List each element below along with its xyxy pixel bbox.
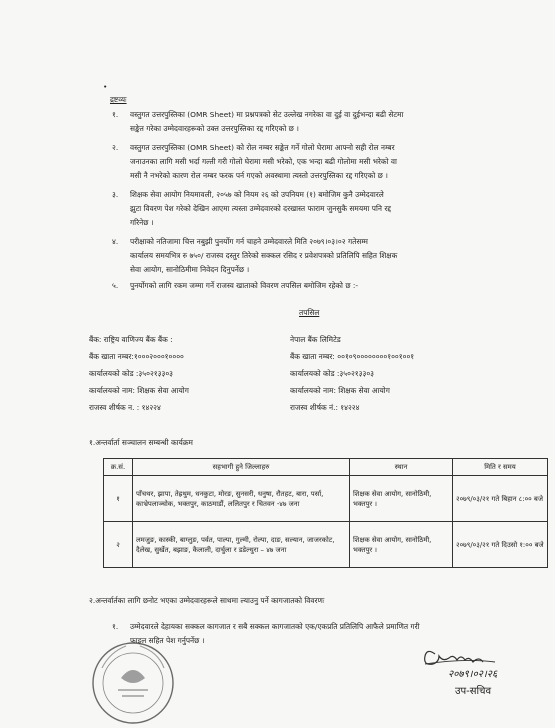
- row-2-datetime: २०७९/०३/२१ गते दिउसो १:०० बजे: [453, 522, 548, 568]
- bank-left-name: बैंक: राष्ट्रिय वाणिज्य बैंक बैंक :: [89, 335, 173, 344]
- row-1-serial: १: [104, 476, 133, 522]
- note-4-line-1: परीक्षाको नतिजामा चित्त नबुझी पुनर्योग गर्न चाहने उम्मेदवारले मिति २०७९।०३।०२ गतेसम्म: [130, 237, 368, 246]
- bank-left-office-name: कार्यालयको नाम: शिक्षक सेवा आयोग: [89, 386, 189, 395]
- note-3-line-2: झुटा विवरण पेश गरेको देखिन आएमा त्यस्ता उम्मेदवारको दरखास्त फाराम जुनसुकै समयमा पनि रद्द: [130, 204, 391, 213]
- note-2-line-3: मसी नै नभरेको कारण रोल नम्बर फरक पर्न गएको अवस्थामा त्यस्तो उत्तरपुस्तिका रद्द गरिएको छ ।: [130, 171, 388, 180]
- section-2-item-number: १.: [112, 622, 119, 631]
- note-2-line-1: वस्तुगत उत्तरपुस्तिका (OMR Sheet) को रोल नम्बर सङ्केत गर्ने गोलो घेरामा आफ्नो सही रोल नम्बर: [130, 143, 395, 152]
- note-2-line-2: जनाउनका लागि मसी भर्दा गल्ती गरी गोलो घेरामा मसी भरेको, एक भन्दा बढी गोलोमा मसी भरेको वा: [130, 157, 397, 166]
- table-row: [104, 522, 548, 568]
- section-2-heading: २.अन्तर्वार्तका लागि छनोट भएका उम्मेदवारहरूले साथमा ल्याउनु पर्ने कागजातको विवरणः: [89, 596, 325, 605]
- note-3-line-1: शिक्षक सेवा आयोग नियमावली, २०५७ को नियम २६ को उपनियम (१) बमोजिम कुनै उम्मेदवारले: [130, 190, 384, 199]
- table-header-row: [104, 459, 548, 476]
- row-2-districts: लमजुङ, कास्की, बाग्लुङ, पर्वत, पाल्पा, गुल्मी, रोल्पा, दाङ, सल्यान, जाजरकोट, दैलेख, सुर्खेत, बझाङ, कैलाली, दार्चुला र डडेल्धुरा – ४७ जना: [133, 522, 350, 568]
- table-row: [104, 476, 548, 522]
- row-1-datetime: २०७९/०३/२१ गते बिहान ८:०० बजे: [453, 476, 548, 522]
- signatory-title: उप-सचिव: [455, 686, 492, 697]
- row-1-districts: पाँचथर, झापा, तेह्रथुम, धनकुटा, मोरङ, सुनसरी, धनुषा, रौतहट, बारा, पर्सा, काभ्रेपलाञ्चोक, भक्तपुर, काठमाडौं, ललितपुर र चितवन -४७ जना: [133, 476, 350, 522]
- bank-right-office-name: कार्यालयको नाम: शिक्षक सेवा आयोग: [290, 386, 390, 395]
- col-header-districts: सहभागी हुने जिल्लाहरु: [133, 459, 350, 476]
- note-5-line-1: पुनर्योगको लागि रकम जम्मा गर्ने राजस्व खाताको विवरण तपसिल बमोजिम रहेको छ :-: [130, 281, 359, 290]
- note-heading: द्रष्टव्यः: [110, 95, 127, 104]
- bank-right-account: बैंक खाता नम्बर: ००१०९००००००००१००१००१: [290, 352, 415, 361]
- note-4-line-3: सेवा आयोग, सानोठिमीमा निवेदन दिनुपर्नेछ ।: [130, 265, 250, 274]
- section-2-item-line-2: फाइल सहित पेश गर्नुपर्नेछ ।: [130, 636, 205, 645]
- interview-schedule-table: [103, 458, 548, 568]
- bank-left-revenue-head: राजस्व शीर्षक न. : १४२२४: [89, 403, 161, 412]
- bank-right-revenue-head: राजस्व शीर्षक नं.: १४२२४: [290, 403, 360, 412]
- row-2-serial: २: [104, 522, 133, 568]
- note-2-number: २.: [112, 143, 119, 152]
- bank-right-office-code: कार्यालयको कोड :३५०२१३३०३: [290, 369, 375, 378]
- col-header-serial: क्र.सं.: [104, 459, 133, 476]
- official-seal-icon: [88, 638, 178, 728]
- note-1-line-2: सङ्केत गरेका उम्मेदवारहरूको उक्त उत्तरपुस्तिका रद्द गरिएको छ ।: [130, 124, 299, 133]
- col-header-place: स्थान: [350, 459, 453, 476]
- note-1-number: १.: [112, 110, 119, 119]
- tapsil-heading: तपसिल: [299, 308, 320, 317]
- bank-left-office-code: कार्यालयको कोड :३५०२१३३०३: [89, 369, 174, 378]
- row-2-place: शिक्षक सेवा आयोग, सानोठिमी, भक्तपुर ।: [350, 522, 453, 568]
- note-3-line-3: गरिनेछ ।: [130, 218, 154, 227]
- row-1-place: शिक्षक सेवा आयोग, सानोठिमी, भक्तपुर ।: [350, 476, 453, 522]
- note-5-number: ५.: [112, 281, 119, 290]
- bank-left-account: बैंक खाता नम्बर:१०००२०००१००००: [89, 352, 184, 361]
- section-2-item-line-1: उम्मेदवारले देहायका सक्कल कागजात र सबै सक्कल कागजातको एक/एकप्रति प्रतिलिपि आफैले प्रमाणित गरी: [130, 622, 420, 631]
- note-3-number: ३.: [112, 190, 119, 199]
- note-4-line-2: कार्यालय समयभित्र रु ७५०/ राजस्व दस्तुर तिरेको सक्कल रसिद र प्रवेशपत्रको प्रतिलिपि सहित शिक्षक: [130, 251, 398, 260]
- bank-right-name: नेपाल बैंक लिमिटेड: [290, 335, 341, 344]
- note-1-line-1: वस्तुगत उत्तरपुस्तिका (OMR Sheet) मा प्रश्नपत्रको सेट उल्लेख नगरेका वा दुई वा दुईभन्दा बढी सेटमा: [130, 110, 404, 119]
- signature-date: २०७९।०२।२६: [448, 669, 498, 680]
- bullet-mark: •: [103, 82, 108, 91]
- note-4-number: ४.: [112, 237, 119, 246]
- col-header-datetime: मिति र समय: [453, 459, 548, 476]
- section-1-heading: १.अन्तर्वार्ता सञ्चालन सम्बन्धी कार्यक्रम: [89, 438, 193, 447]
